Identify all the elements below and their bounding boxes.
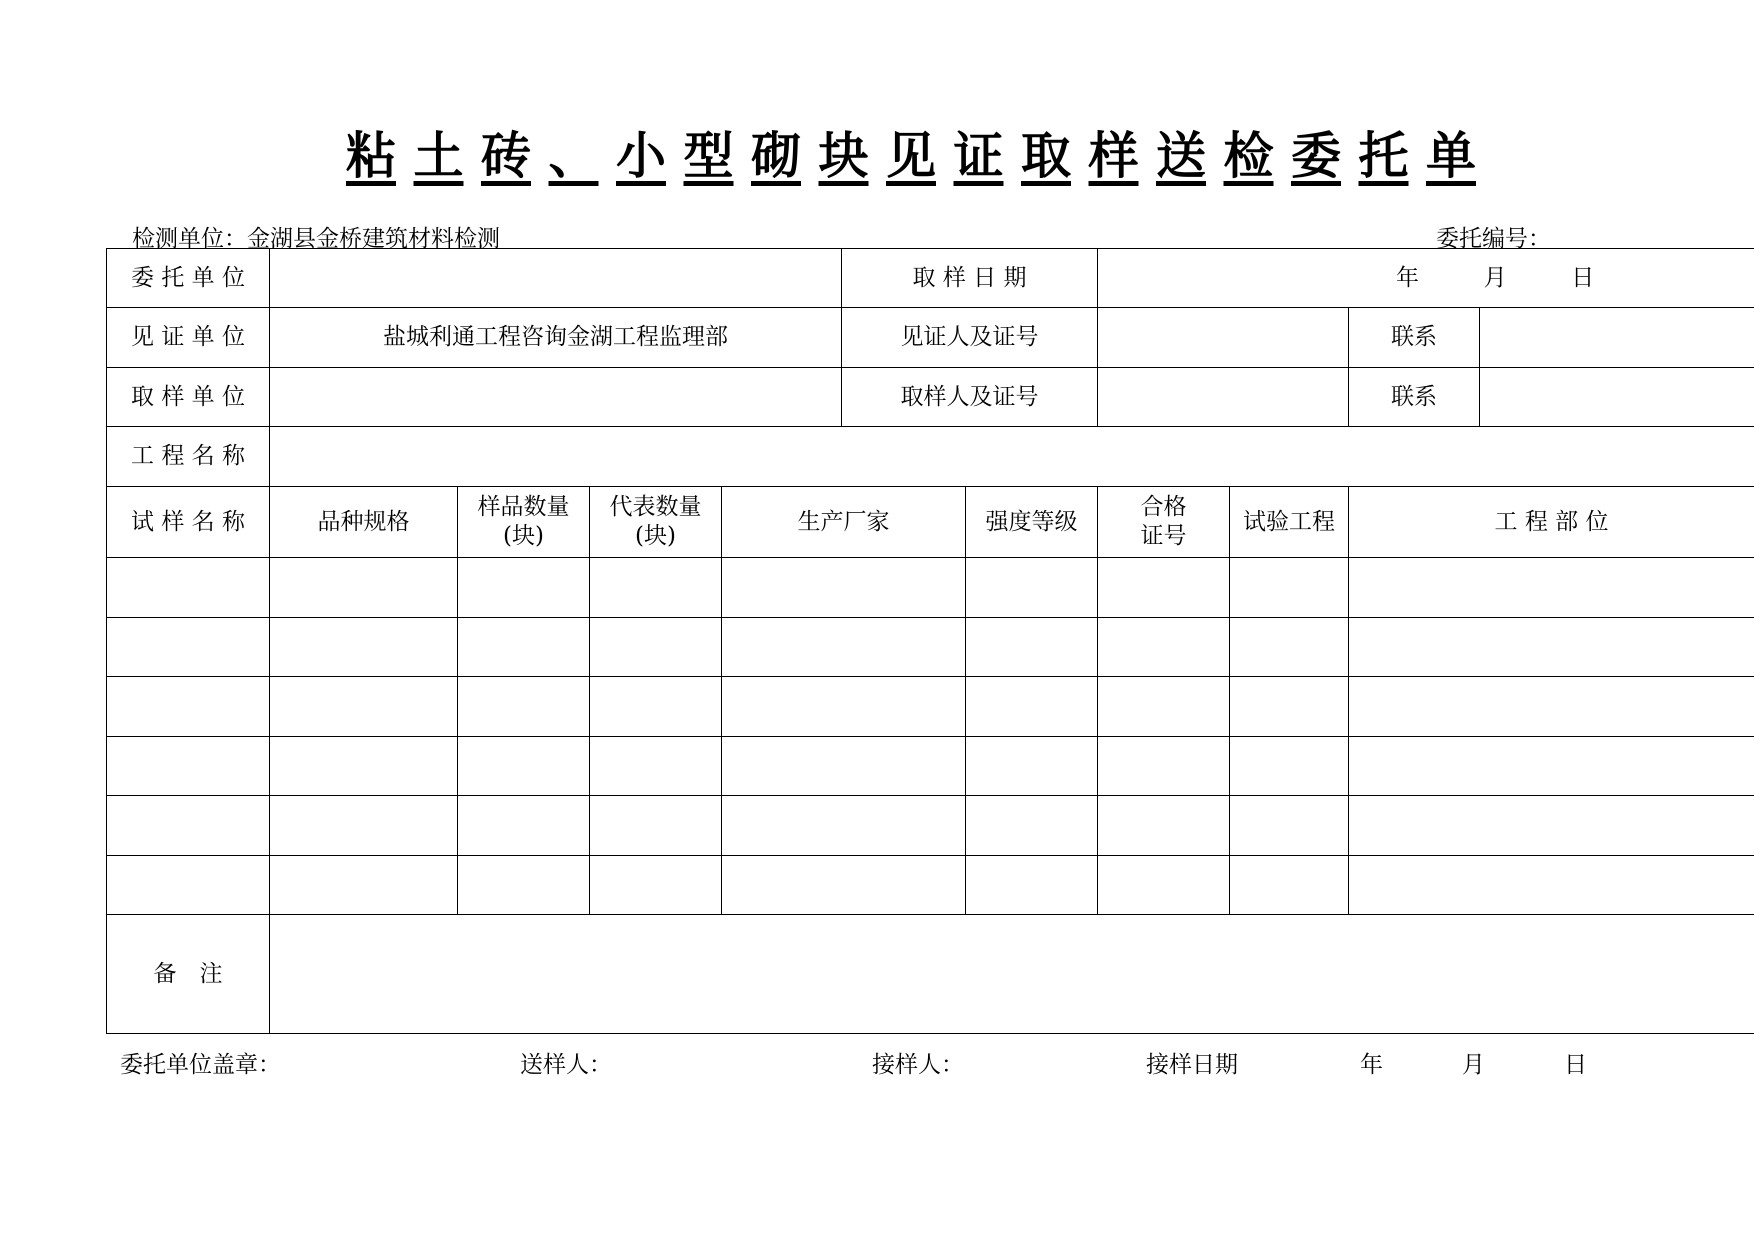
witness-person-field[interactable] xyxy=(1098,308,1349,367)
column-header: 生产厂家 xyxy=(722,486,966,558)
witness-unit-row xyxy=(107,308,1754,367)
remarks-row xyxy=(107,915,1754,1034)
client-seal-label: 委托单位盖章： xyxy=(120,1052,281,1078)
table-cell[interactable] xyxy=(966,558,1098,617)
title-char: 块 xyxy=(818,126,869,185)
table-cell[interactable] xyxy=(458,736,590,795)
table-cell[interactable] xyxy=(1349,558,1754,617)
title-char: 证 xyxy=(953,126,1004,185)
table-cell[interactable] xyxy=(458,558,590,617)
year-label: 年 xyxy=(1360,1052,1383,1078)
title-char: 单 xyxy=(1426,126,1476,185)
title-char: 见 xyxy=(886,126,936,185)
table-row xyxy=(107,855,1754,914)
table-cell[interactable] xyxy=(1098,736,1230,795)
column-header: 工 程 部 位 xyxy=(1349,486,1754,558)
table-cell[interactable] xyxy=(1349,855,1754,914)
project-name-label: 工 程 名 称 xyxy=(107,427,270,486)
sender-label: 送样人： xyxy=(520,1052,612,1078)
table-cell[interactable] xyxy=(1230,796,1349,855)
title-char: 土 xyxy=(413,126,464,185)
table-cell[interactable] xyxy=(1098,796,1230,855)
title-char: 砖 xyxy=(481,126,531,185)
title-char: 托 xyxy=(1358,126,1409,185)
title-char: 检 xyxy=(1223,126,1274,185)
month-label: 月 xyxy=(1483,264,1507,291)
table-cell[interactable] xyxy=(590,677,722,736)
column-header: 代表数量 (块) xyxy=(590,486,722,558)
table-cell[interactable] xyxy=(966,736,1098,795)
column-header: 试验工程 xyxy=(1230,486,1349,558)
sampling-unit-row xyxy=(107,367,1754,426)
sampling-date-field[interactable] xyxy=(1098,249,1754,308)
table-cell[interactable] xyxy=(1098,617,1230,676)
table-cell[interactable] xyxy=(966,855,1098,914)
document-title xyxy=(346,116,1476,188)
project-name-field[interactable] xyxy=(270,427,1754,486)
table-cell[interactable] xyxy=(270,736,458,795)
column-header: 合格 证号 xyxy=(1098,486,1230,558)
title-char: 取 xyxy=(1021,126,1071,185)
table-cell[interactable] xyxy=(722,796,966,855)
receive-date-label: 接样日期 xyxy=(1146,1052,1238,1078)
table-cell[interactable] xyxy=(1349,796,1754,855)
title-char: 送 xyxy=(1156,126,1206,185)
title-char: 粘 xyxy=(346,126,396,185)
table-cell[interactable] xyxy=(107,736,270,795)
table-cell[interactable] xyxy=(966,677,1098,736)
table-row xyxy=(107,677,1754,736)
table-cell[interactable] xyxy=(270,677,458,736)
sampling-date-label: 取 样 日 期 xyxy=(842,249,1098,308)
column-header: 强度等级 xyxy=(966,486,1098,558)
remarks-label: 备 注 xyxy=(107,915,270,1034)
table-cell[interactable] xyxy=(722,736,966,795)
table-cell[interactable] xyxy=(722,855,966,914)
title-char: 、 xyxy=(548,126,599,185)
table-cell[interactable] xyxy=(270,617,458,676)
title-char: 小 xyxy=(616,126,666,185)
table-cell[interactable] xyxy=(1230,617,1349,676)
table-cell[interactable] xyxy=(107,617,270,676)
title-char: 型 xyxy=(683,126,734,185)
table-cell[interactable] xyxy=(1349,617,1754,676)
table-cell[interactable] xyxy=(458,855,590,914)
sampling-unit-label: 取 样 单 位 xyxy=(107,367,270,426)
table-row xyxy=(107,796,1754,855)
sampler-person-field[interactable] xyxy=(1098,367,1349,426)
contact-field[interactable] xyxy=(1480,308,1754,367)
table-cell[interactable] xyxy=(590,796,722,855)
table-cell[interactable] xyxy=(966,796,1098,855)
client-unit-field[interactable] xyxy=(270,249,842,308)
table-cell[interactable] xyxy=(458,796,590,855)
table-cell[interactable] xyxy=(722,677,966,736)
table-cell[interactable] xyxy=(107,677,270,736)
table-cell[interactable] xyxy=(1349,736,1754,795)
receiver-label: 接样人： xyxy=(872,1052,964,1078)
table-cell[interactable] xyxy=(590,736,722,795)
project-name-row xyxy=(107,427,1754,486)
witness-unit-field[interactable]: 盐城利通工程咨询金湖工程监理部 xyxy=(270,308,842,367)
table-row xyxy=(107,736,1754,795)
day-label: 日 xyxy=(1571,264,1595,291)
table-row xyxy=(107,617,1754,676)
day-label: 日 xyxy=(1564,1052,1587,1078)
table-cell[interactable] xyxy=(1098,677,1230,736)
title-char: 样 xyxy=(1088,126,1139,185)
witness-unit-label: 见 证 单 位 xyxy=(107,308,270,367)
table-cell[interactable] xyxy=(270,855,458,914)
testing-unit-label: 检测单位：金湖县金桥建筑材料检测 xyxy=(132,226,500,252)
table-cell[interactable] xyxy=(1349,677,1754,736)
title-char: 委 xyxy=(1291,126,1341,185)
table-cell[interactable] xyxy=(270,558,458,617)
table-cell[interactable] xyxy=(270,796,458,855)
table-row xyxy=(107,558,1754,617)
contact-label: 联系 xyxy=(1349,367,1480,426)
table-cell[interactable] xyxy=(966,617,1098,676)
sampler-person-label: 取样人及证号 xyxy=(842,367,1098,426)
table-cell[interactable] xyxy=(107,558,270,617)
table-cell[interactable] xyxy=(590,855,722,914)
contact-field[interactable] xyxy=(1480,367,1754,426)
title-char: 砌 xyxy=(751,126,801,185)
table-cell[interactable] xyxy=(590,558,722,617)
column-header: 品种规格 xyxy=(270,486,458,558)
table-cell[interactable] xyxy=(1230,855,1349,914)
table-cell[interactable] xyxy=(722,617,966,676)
table-cell[interactable] xyxy=(1230,558,1349,617)
column-header: 样品数量 (块) xyxy=(458,486,590,558)
table-cell[interactable] xyxy=(722,558,966,617)
table-cell[interactable] xyxy=(107,855,270,914)
witness-person-label: 见证人及证号 xyxy=(842,308,1098,367)
table-cell[interactable] xyxy=(107,796,270,855)
year-label: 年 xyxy=(1396,264,1419,291)
table-cell[interactable] xyxy=(1098,855,1230,914)
contact-label: 联系 xyxy=(1349,308,1480,367)
client-unit-label: 委 托 单 位 xyxy=(107,249,270,308)
sampling-unit-field[interactable] xyxy=(270,367,842,426)
column-header: 试 样 名 称 xyxy=(107,486,270,558)
table-cell[interactable] xyxy=(1230,736,1349,795)
remarks-field[interactable] xyxy=(270,915,1754,1034)
table-cell[interactable] xyxy=(590,617,722,676)
table-cell[interactable] xyxy=(458,617,590,676)
table-cell[interactable] xyxy=(458,677,590,736)
sample-table-header xyxy=(107,486,1754,558)
table-cell[interactable] xyxy=(1230,677,1349,736)
table-cell[interactable] xyxy=(1098,558,1230,617)
month-label: 月 xyxy=(1462,1052,1485,1078)
client-unit-row xyxy=(107,249,1754,308)
commission-form-table xyxy=(106,248,1754,1034)
commission-number-label: 委托编号： xyxy=(1436,226,1551,252)
